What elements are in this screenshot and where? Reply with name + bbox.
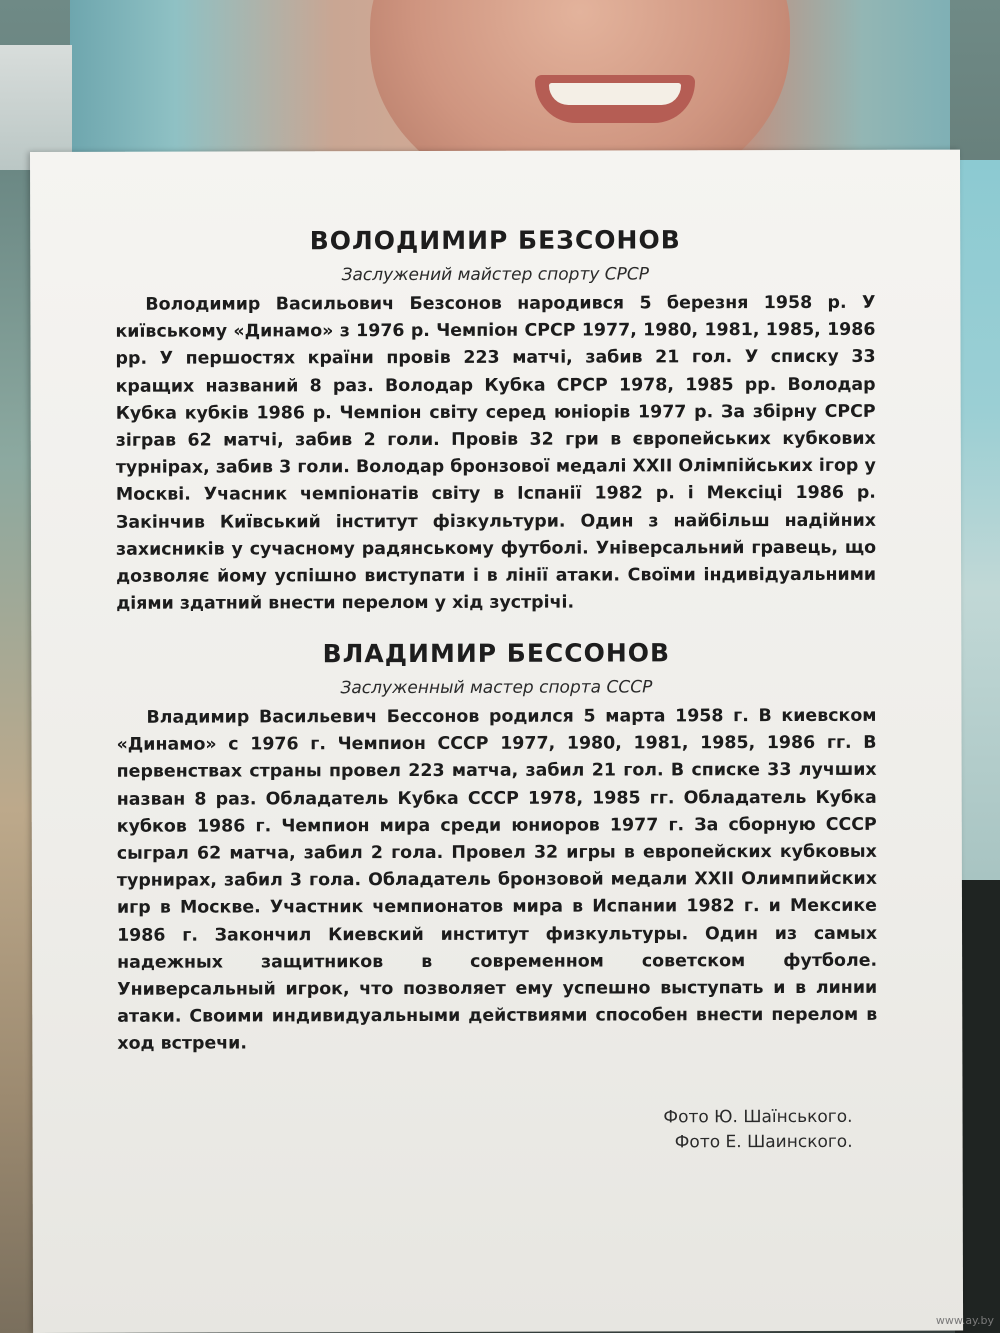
portrait-mouth <box>535 75 695 123</box>
russian-bio: Владимир Васильевич Бессонов родился 5 марта 1958 г. В киевском «Динамо» с 1976 г. Чемпион СССР 1977, 1980, 1981, 1985, 1986 гг. В первенствах страны провел 223 матча, забил 21 гол. В списке 33 лучших назван 8 раз. Обладатель Кубка СССР 1978, 1985 гг. Обладатель Кубка кубков 1986 г. Чемпион мира среди юниоров 1977 г. За сборную СССР сыграл 62 матча, забил 2 гола. Провел 32 игры в европейских кубковых турнирах, забил 3 гола. Обладатель бронзовой медали XXII Олимпийских игр в Москве. Участник чемпионатов мира в Испании 1982 г. и Мексике 1986 г. Закончил Киевский институт физкультуры. Один из самых надежных защитников в современном советском футболе. Универсальный игрок, что позволяет ему успешно выступать и в линии атаки. Своими индивидуальными действиями способен внести перелом в ход встречи. <box>116 705 878 1055</box>
ukrainian-name: ВОЛОДИМИР БЕЗСОНОВ <box>309 225 681 256</box>
postcard-back <box>30 150 963 1333</box>
portrait-teeth <box>549 83 681 105</box>
watermark: www.ay.by <box>935 1314 994 1327</box>
ukrainian-bio: Володимир Васильович Безсонов народився 5 березня 1958 р. У київському «Динамо» з 1976 р. Чемпіон СРСР 1977, 1980, 1981, 1985, 1986 рр. У першостях країни провів 223 матчі, забив 21 гол. У списку 33 кращих названий 8 раз. Володар Кубка СРСР 1978, 1985 рр. Володар Кубка кубків 1986 р. Чемпіон світу серед юніорів 1977 р. За збірну СРСР зіграв 62 матчі, забив 2 голи. Провів 32 гри в європейських кубкових турнірах, забив 3 голи. Володар бронзової медалі XXII Олімпійських ігор у Москві. Учасник чемпіонатів світу в Іспанії 1982 р. і Мексіці 1986 р. Закінчив Київський інститут фізкультури. Один з найбільш надійних захисників у сучасному радянському футболі. Універсальний гравець, що дозволяє йому успішно виступати і в лінії атаки. Своїми індивідуальними діями здатний внести перелом у хід зустрічі. <box>115 292 877 615</box>
photo-credits <box>482 1105 852 1156</box>
russian-section <box>116 638 877 1059</box>
ukrainian-section <box>115 225 876 618</box>
credit-russian: Фото Е. Шаинского. <box>674 1131 853 1153</box>
photo-card-portrait <box>70 0 950 175</box>
russian-name: ВЛАДИМИР БЕССОНОВ <box>322 638 671 669</box>
credit-ukrainian: Фото Ю. Шаїнського. <box>663 1106 853 1128</box>
ukrainian-title: Заслужений майстер спорту СРСР <box>341 264 650 286</box>
russian-title: Заслуженный мастер спорта СССР <box>340 677 653 699</box>
portrait-face <box>370 0 790 175</box>
